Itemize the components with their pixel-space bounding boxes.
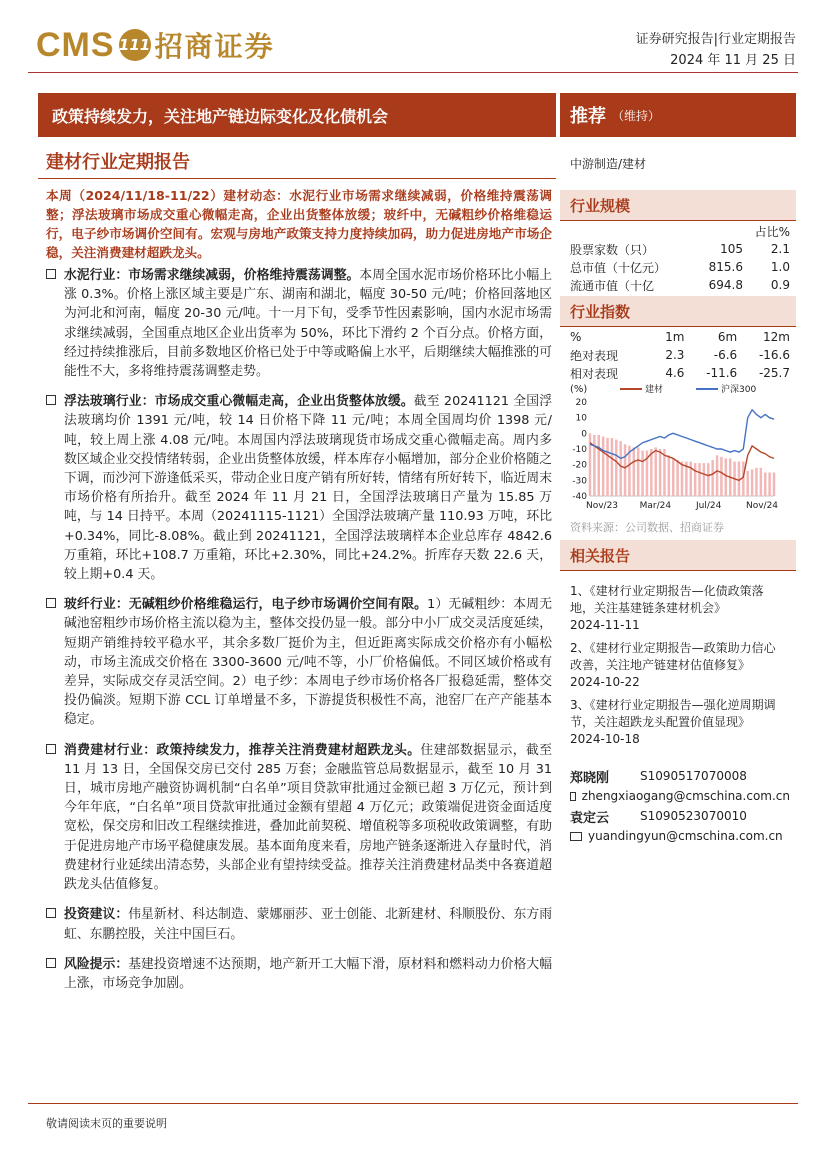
index-label: 相对表现 xyxy=(570,366,619,381)
scale-label: 总市值（十亿元） xyxy=(570,260,667,275)
bullet-box-icon xyxy=(46,744,56,754)
index-section-title: 行业指数 xyxy=(560,296,796,326)
bullet-consumer xyxy=(46,741,552,895)
footer-divider xyxy=(28,1103,798,1104)
table-row xyxy=(570,240,790,258)
rating-main: 推荐 xyxy=(570,106,606,127)
table-row xyxy=(570,258,790,276)
list-item[interactable] xyxy=(570,640,786,691)
scale-pct: 2.1 xyxy=(770,242,790,256)
y-tick-label: -30 xyxy=(572,476,587,487)
chart-x-ticks xyxy=(586,501,778,511)
sector-label: 中游制造/建材 xyxy=(570,157,647,171)
scale-value: 815.6 xyxy=(708,260,743,274)
chart-source: 资料来源：公司数据、招商证券 xyxy=(570,521,724,534)
y-tick-label: -20 xyxy=(572,460,587,471)
bullet-text: 1）无碱粗纱：本周无碱池窑粗纱市场价格主流以稳为主，整体交投仍显一般。部分中小厂成交灵活度延续，短期产销维持较平稳水平，其余多数厂挺价为主，但近距离实际成交价格亦有小幅松动，市场主流成交价格在 3300-3600 元/吨不等，小厂价格偏低。不同区域价格或有差异，实际成交存灵活空间。2）电子纱：本周电子纱市场价格各厂报稳延需，整体交投仍偏淡。短期下游 CCL 订单增量不多，下游提货积极性不高，池窑厂在产产能基本稳定。 xyxy=(64,597,552,728)
x-tick-label: Nov/23 xyxy=(585,501,619,511)
table-row xyxy=(570,222,790,240)
rating-sub: （维持） xyxy=(612,108,661,123)
table-row xyxy=(570,346,790,364)
legend-label: 沪深300 xyxy=(721,385,757,395)
summary-paragraph: 本周（2024/11/18-11/22）建材动态：水泥行业市场需求继续减弱，价格维持震荡调整；浮法玻璃市场成交重心微幅走高，企业出货整体放缓；玻纤中，无碱粗纱价格维稳运行，电子纱市场调价空间有。宏观与房地产政策支持力度持续加码，助力促进房地产市场企稳，关注消费建材超跌龙头。 xyxy=(46,188,552,260)
series-line-hs300 xyxy=(590,410,774,459)
bullet-lead: 浮法玻璃行业：市场成交重心微幅走高，企业出货整体放缓。 xyxy=(64,394,414,410)
y-tick-label: 20 xyxy=(575,398,587,408)
logo-cn: 招商证券 xyxy=(154,30,275,63)
report-subtitle: 建材行业定期报告 xyxy=(46,152,190,173)
chart-legend xyxy=(620,383,756,395)
logo-badge-icon: 111 xyxy=(119,29,151,61)
index-value: -16.6 xyxy=(758,348,790,362)
bullet-fiberglass xyxy=(46,595,552,729)
bullet-lead: 投资建议： xyxy=(64,907,129,923)
y-tick-label: 0 xyxy=(581,429,587,440)
bullet-box-icon xyxy=(46,908,56,918)
email-icon xyxy=(570,832,582,841)
chart-plot-area xyxy=(590,410,774,496)
bullet-lead: 消费建材行业：政策持续发力，推荐关注消费建材超跌龙头。 xyxy=(64,742,421,758)
analyst-row xyxy=(570,806,790,826)
report-link[interactable]: 2、《建材行业定期报告—政策助力信心改善，关注地产链建材估值修复》 xyxy=(570,641,776,672)
table-row xyxy=(570,364,790,382)
company-logo xyxy=(36,22,275,68)
index-value: 2.3 xyxy=(665,348,685,362)
bullet-glass xyxy=(46,392,552,584)
analyst-email-row xyxy=(570,786,790,806)
index-value: -11.6 xyxy=(706,366,738,380)
list-item[interactable] xyxy=(570,697,786,748)
bullet-lead: 玻纤行业：无碱粗纱价格维稳运行，电子纱市场调价空间有限。 xyxy=(64,597,428,613)
logo-text: CMS xyxy=(36,25,115,64)
scale-label: 流通市值（十亿 xyxy=(570,278,655,293)
bullet-box-icon xyxy=(46,598,56,608)
scale-divider xyxy=(560,220,796,221)
bullet-lead: 风险提示： xyxy=(64,956,129,972)
report-date: 2024 年 11 月 25 日 xyxy=(670,53,796,68)
table-row xyxy=(570,328,790,346)
legend-label: 建材 xyxy=(645,385,664,395)
report-title: 政策持续发力，关注地产链边际变化及化债机会 xyxy=(38,93,556,137)
index-value: 4.6 xyxy=(665,366,685,380)
report-link[interactable]: 1、《建材行业定期报告—化债政策落地，关注基建链条建材机会》 xyxy=(570,584,764,615)
chart-ylabel: (%) xyxy=(570,384,588,395)
scale-section-title: 行业规模 xyxy=(560,190,796,220)
bullet-box-icon xyxy=(46,958,56,968)
index-value: -6.6 xyxy=(713,348,738,362)
report-type: 证券研究报告|行业定期报告 xyxy=(635,32,796,47)
subtitle-divider xyxy=(38,178,556,179)
index-value: -25.7 xyxy=(758,366,790,380)
analyst-email[interactable]: zhengxiaogang@cmschina.com.cn xyxy=(581,789,790,803)
email-icon xyxy=(570,792,576,801)
related-report-list xyxy=(570,583,786,754)
bullet-text: 基建投资增速不达预期，地产新开工大幅下滑，原材料和燃料动力价格大幅上涨，市场竞争加剧。 xyxy=(64,956,553,991)
scale-value: 694.8 xyxy=(708,278,743,292)
bullet-text: 住建部数据显示，截至 11 月 13 日，全国保交房已交付 285 万套；金融监管总局数据显示，截至 10 月 31 日，城市房地产融资协调机制“白名单”项目贷款审批通过金额已超 3 万亿元，预计到今年年底，“白名单”项目贷款审批通过金额有望超 4 万亿元；政策端促进资金面适度宽松，保交房和旧改工程继续推进，叠加此前契税、增值税等多项税收政策调整，有助于促进房地产市场平稳健康发展。基本面角度来看，房地产链条逐渐进入存量时代，消费建材行业延续出清态势，头部企业有望持续受益。推荐关注消费建材品类中各赛道超跌龙头估值修复。 xyxy=(64,742,553,893)
bullet-list xyxy=(46,266,552,1004)
index-header: 6m xyxy=(717,330,738,344)
list-item[interactable] xyxy=(570,583,786,634)
analyst-id: S1090523070010 xyxy=(640,809,747,823)
scale-pct: 1.0 xyxy=(770,260,790,274)
report-link[interactable]: 3、《建材行业定期报告—强化逆周期调节，关注超跌龙头配置价值显现》 xyxy=(570,698,776,729)
y-tick-label: 10 xyxy=(575,413,587,424)
header-divider xyxy=(28,72,798,73)
scale-value: 105 xyxy=(720,242,743,256)
report-date: 2024-10-22 xyxy=(570,675,640,689)
index-header: % xyxy=(570,330,582,344)
index-table xyxy=(570,328,790,382)
index-performance-chart xyxy=(568,382,794,514)
related-section-title: 相关报告 xyxy=(560,540,796,570)
scale-table xyxy=(570,222,790,294)
analyst-email-row xyxy=(570,826,790,846)
report-date: 2024-11-11 xyxy=(570,618,640,632)
bullet-risk xyxy=(46,955,552,993)
index-header: 12m xyxy=(763,330,790,344)
footer-note: 敬请阅读末页的重要说明 xyxy=(46,1117,167,1130)
scale-label: 股票家数（只） xyxy=(570,242,655,257)
bullet-investment xyxy=(46,905,552,943)
related-divider xyxy=(560,570,796,571)
analyst-id: S1090517070008 xyxy=(640,769,747,783)
analyst-block xyxy=(570,766,790,846)
bullet-text: 伟星新材、科达制造、蒙娜丽莎、亚士创能、北新建材、科顺股份、东方雨虹、东鹏控股，关注中国巨石。 xyxy=(64,907,553,942)
index-header: 1m xyxy=(665,330,685,344)
analyst-name: 郑晓刚 xyxy=(570,770,610,786)
bullet-box-icon xyxy=(46,395,56,405)
analyst-name: 袁定云 xyxy=(570,810,610,826)
y-tick-label: -10 xyxy=(572,445,587,455)
x-tick-label: Mar/24 xyxy=(639,501,672,511)
bullet-text: 本周全国水泥市场价格环比小幅上涨 0.3%。价格上涨区域主要是广东、湖南和湖北，幅度 30-50 元/吨；价格回落地区为河北和河南，幅度 20-30 元/吨。十一月下旬，受季节性因素影响，国内水泥市场需求继续减弱，全国重点地区企业出货率为 50%，环比下滑约 2 个百分点。价格方面，经过持续推涨后，目前多数地区价格已处于中等或略偏上水平，后期继续大幅推涨的可能性不大，多将维持震荡调整走势。 xyxy=(64,268,553,380)
y-tick-label: -40 xyxy=(572,492,587,502)
report-date: 2024-10-18 xyxy=(570,732,640,746)
bullet-box-icon xyxy=(46,269,56,279)
index-divider xyxy=(560,326,796,327)
table-row xyxy=(570,276,790,294)
bullet-text: 截至 20241121 全国浮法玻璃均价 1391 元/吨，较 14 日价格下降 11 元/吨；本周全国周均价 1398 元/吨，较上周上涨 4.08 元/吨。本周国内浮法玻璃现货市场成交重心微幅走高。周内多数区域企业交投情绪转弱，企业出货整体放缓，样本库存小幅增加，部分企业价格随之下调，而沙河下游逢低采买，带动企业日度产销有所好转，情绪有所好转下，临近周末市场价格有所抬升。截至 2024 年 11 月 21 日，全国浮法玻璃日产量为 15.85 万吨，与 14 日持平。本周（20241115-1121）全国浮法玻璃产量 110.93 万吨，环比+0.34%，同比-8.08%。截止到 20241121，全国浮法玻璃样本企业总库存 4842.6 万重箱，环比+108.7 万重箱，环比+2.30%，同比+24.2%。折库存天数 22.6 天，较上期+0.4 天。 xyxy=(64,394,552,583)
analyst-row xyxy=(570,766,790,786)
scale-pct-header: 占比% xyxy=(754,224,790,239)
bullet-lead: 水泥行业：市场需求继续减弱，价格维持震荡调整。 xyxy=(64,268,360,283)
x-tick-label: Jul/24 xyxy=(695,501,722,511)
scale-pct: 0.9 xyxy=(770,278,790,292)
analyst-email[interactable]: yuandingyun@cmschina.com.cn xyxy=(588,829,783,843)
index-label: 绝对表现 xyxy=(570,348,619,363)
bullet-cement xyxy=(46,266,552,381)
x-tick-label: Nov/24 xyxy=(745,501,779,511)
rating-box xyxy=(560,93,796,137)
